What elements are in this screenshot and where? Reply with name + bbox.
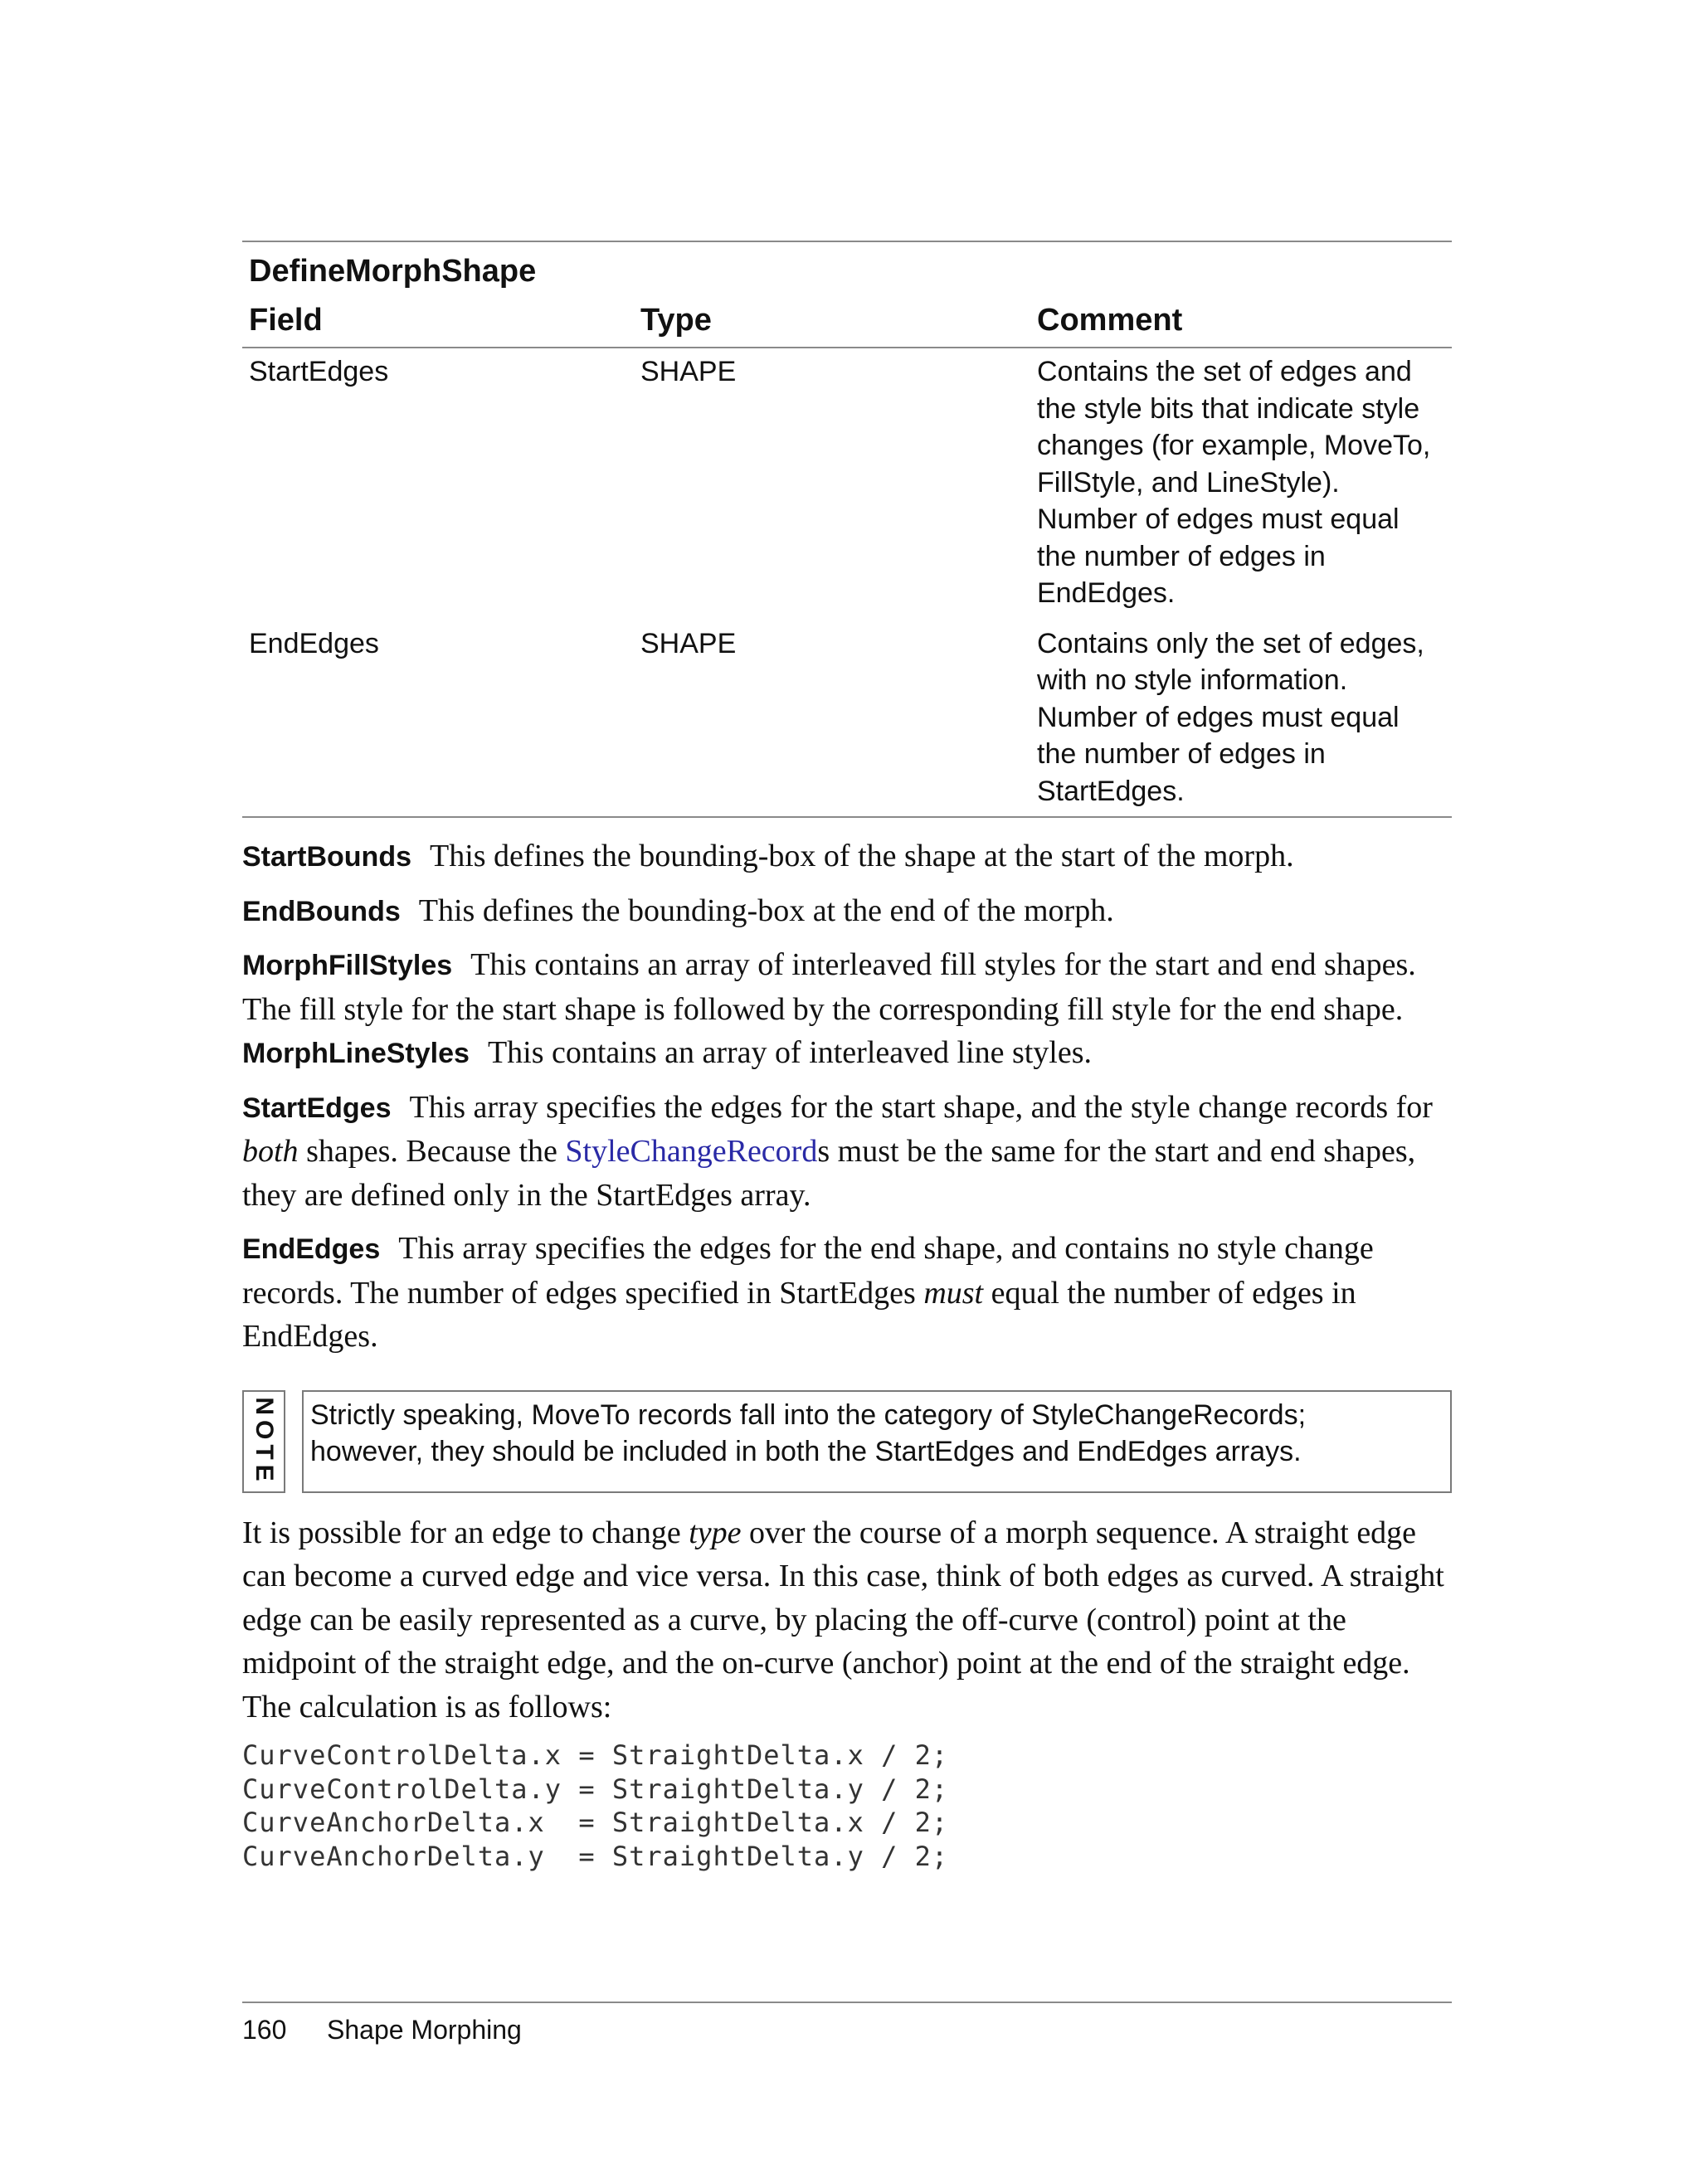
row-comment	[1030, 353, 1452, 612]
end-bounds-description	[242, 889, 1452, 934]
note-box	[302, 1390, 1452, 1493]
style-change-record-link[interactable]: StyleChangeRecord	[565, 1134, 818, 1169]
comment-line: Contains the set of edges and	[1037, 356, 1412, 387]
comment-line: Contains only the set of edges,	[1037, 627, 1424, 659]
morph-line-styles-text: This contains an array of interleaved line styles.	[487, 1035, 1093, 1070]
code-line: CurveAnchorDelta.x = StraightDelta.x / 2;	[242, 1807, 949, 1838]
row-field: StartEdges	[249, 356, 389, 387]
term-morph-line-styles: MorphLineStyles	[242, 1038, 470, 1069]
body-paragraph	[242, 1511, 1452, 1729]
start-edges-text-a: This array specifies the edges for the start shape, and the style change records for	[409, 1089, 1433, 1125]
comment-line: the number of edges in	[1037, 738, 1326, 770]
term-morph-fill-styles: MorphFillStyles	[242, 950, 453, 981]
note-callout	[242, 1390, 1452, 1493]
code-block	[242, 1739, 1452, 1873]
start-bounds-description	[242, 834, 1452, 879]
end-edges-description	[242, 1227, 1452, 1359]
term-start-edges: StartEdges	[242, 1092, 392, 1124]
start-edges-emphasis: both	[242, 1134, 299, 1169]
body-emphasis: type	[689, 1515, 742, 1550]
code-line: CurveControlDelta.y = StraightDelta.y / 2;	[242, 1773, 949, 1805]
table-row	[242, 625, 1452, 817]
term-end-edges: EndEdges	[242, 1233, 381, 1265]
comment-line: Number of edges must equal	[1037, 503, 1400, 535]
page-number: 160	[242, 2015, 287, 2045]
table-row	[242, 348, 1452, 625]
comment-line: changes (for example, MoveTo,	[1037, 430, 1431, 461]
comment-line: the style bits that indicate style	[1037, 392, 1420, 425]
note-label: NOTE	[251, 1396, 278, 1486]
header-field: Field	[249, 302, 323, 338]
start-edges-description	[242, 1086, 1452, 1218]
start-bounds-text: This defines the bounding-box of the shape at the start of the morph.	[430, 839, 1294, 873]
header-type: Type	[640, 302, 712, 338]
page-content	[242, 241, 1452, 1873]
end-bounds-text: This defines the bounding-box at the end of the morph.	[418, 893, 1114, 928]
note-line: Strictly speaking, MoveTo records fall into the category of StyleChangeRecords;	[310, 1398, 1307, 1431]
row-type: SHAPE	[640, 356, 737, 387]
table-header-row	[242, 294, 1452, 348]
morph-line-styles-description	[242, 1031, 1452, 1076]
comment-line: EndEdges.	[1037, 577, 1176, 609]
end-edges-text-b: equal the number of edges in EndEdges.	[242, 1275, 1356, 1354]
page-footer	[242, 2002, 1452, 2045]
morph-fill-styles-text: This contains an array of interleaved fill styles for the start and end shapes. The fill style for the start shape is followed by the corresponding fill style for the end shape.	[242, 947, 1416, 1027]
term-start-bounds: StartBounds	[242, 841, 411, 873]
end-edges-emphasis: must	[923, 1275, 984, 1311]
section-title: Shape Morphing	[327, 2015, 522, 2045]
start-edges-text-b: shapes. Because the	[298, 1134, 566, 1169]
row-field: EndEdges	[249, 627, 379, 659]
comment-line: StartEdges.	[1037, 775, 1185, 807]
term-end-bounds: EndBounds	[242, 895, 401, 927]
table-title: DefineMorphShape	[249, 254, 537, 289]
body-text-b: over the course of a morph sequence. A straight edge can become a curved edge and vice versa. In this case, think of both edges as curved. A straight edge can be easily represented as a curve, by placing the off-curve (control) point at the midpoint of the straight edge, and the on-curve (anchor) point at the end of the straight edge. The calculation is as follows:	[242, 1515, 1444, 1724]
row-type: SHAPE	[640, 627, 737, 659]
define-morph-shape-table	[242, 241, 1452, 818]
header-comment: Comment	[1037, 302, 1183, 338]
comment-line: FillStyle, and LineStyle).	[1037, 466, 1340, 499]
start-edges-text-c: s must be the same for the start and end shapes, they are defined only in the StartEdges array.	[242, 1134, 1416, 1213]
note-tab	[242, 1390, 285, 1493]
row-comment	[1030, 625, 1452, 810]
code-line: CurveAnchorDelta.y = StraightDelta.y / 2;	[242, 1840, 949, 1872]
end-edges-text-a: This array specifies the edges for the end shape, and contains no style change records. The number of edges specified in StartEdges	[242, 1231, 1374, 1311]
morph-fill-styles-description	[242, 943, 1452, 1031]
code-line: CurveControlDelta.x = StraightDelta.x / 2;	[242, 1739, 949, 1771]
comment-line: the number of edges in	[1037, 540, 1326, 572]
comment-line: Number of edges must equal	[1037, 701, 1400, 733]
note-line: however, they should be included in both the StartEdges and EndEdges arrays.	[310, 1436, 1302, 1467]
comment-line: with no style information.	[1037, 664, 1348, 696]
body-text-a: It is possible for an edge to change	[242, 1515, 689, 1550]
